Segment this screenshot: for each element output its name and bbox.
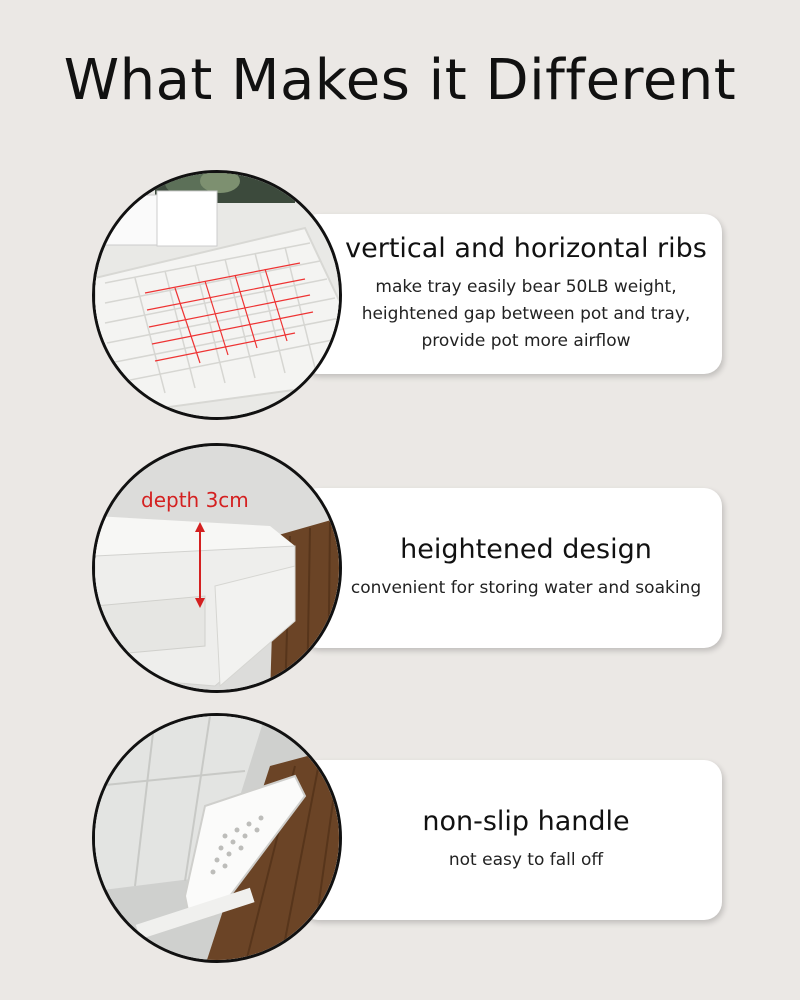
feature-heading: vertical and horizontal ribs — [345, 233, 707, 264]
ribbed-tray-photo — [92, 170, 342, 420]
feature-card-ribs — [300, 214, 722, 374]
depth-label: depth 3cm — [141, 488, 249, 512]
tray-edge-depth-photo — [92, 443, 342, 693]
feature-heading: heightened design — [400, 534, 652, 565]
ribbed-tray-illustration — [95, 173, 342, 420]
tray-edge-illustration — [95, 446, 342, 693]
feature-text: not easy to fall off — [448, 850, 604, 870]
feature-text: heightened gap between pot and tray, — [361, 304, 691, 324]
feature-text: make tray easily bear 50LB weight, — [375, 277, 677, 297]
tray-handle-illustration — [95, 716, 342, 963]
tray-handle-photo — [92, 713, 342, 963]
feature-text: provide pot more airflow — [421, 331, 631, 351]
page-title: What Makes it Different — [63, 48, 737, 113]
feature-heading: non-slip handle — [422, 806, 630, 837]
feature-text: convenient for storing water and soaking — [350, 578, 702, 598]
feature-card-handle — [300, 760, 722, 920]
feature-card-heightened — [300, 488, 722, 648]
